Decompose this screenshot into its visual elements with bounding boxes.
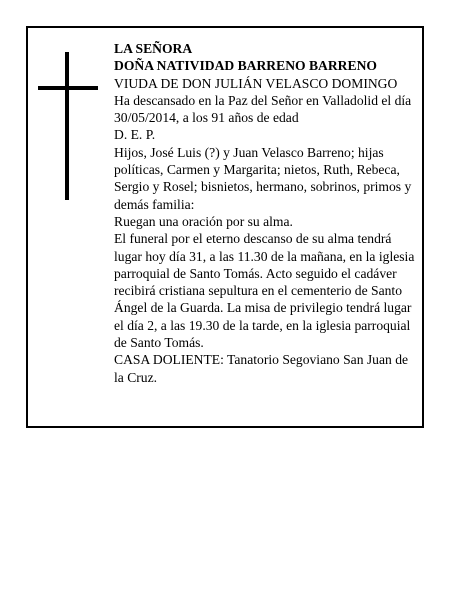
death-info: Ha descansado en la Paz del Señor en Valladolid el día 30/05/2014, a los 91 años de edad [114,92,412,126]
obituary-notice [26,26,424,428]
family-list: Hijos, José Luis (?) y Juan Velasco Barreno; hijas políticas, Carmen y Margarita; nietos, Ruth, Rebeca, Sergio y Rosel; bisnietos, hermano, sobrinos, primos y demás familia: [114,144,412,212]
deceased-name: DOÑA NATIVIDAD BARRENO BARRENO [114,58,377,74]
dep-line: D. E. P. [114,127,156,143]
casa-doliente: CASA DOLIENTE: Tanatorio Segoviano San Juan de la Cruz. [114,352,409,385]
prayer-request: Ruegan una oración por su alma. [114,213,293,229]
cross-vertical-bar [65,52,69,200]
funeral-info: El funeral por el eterno descanso de su alma tendrá lugar hoy día 31, a las 11.30 de la mañana, en la iglesia parroquial de Santo Tomás. Acto seguido el cadáver recibirá cristiana sepultura en el cementerio de Santo Ángel de la Guarda. La misa de privilegio tendrá lugar el día 2, a las 19.30 de la tarde, en la iglesia parroquial de Santo Tomás. [114,231,415,351]
obituary-heading: LA SEÑORA [114,41,193,56]
cross-icon [38,52,98,200]
obituary-text [114,40,416,386]
widow-line: VIUDA DE DON JULIÁN VELASCO DOMINGO [114,75,398,91]
cross-horizontal-bar [38,86,98,90]
